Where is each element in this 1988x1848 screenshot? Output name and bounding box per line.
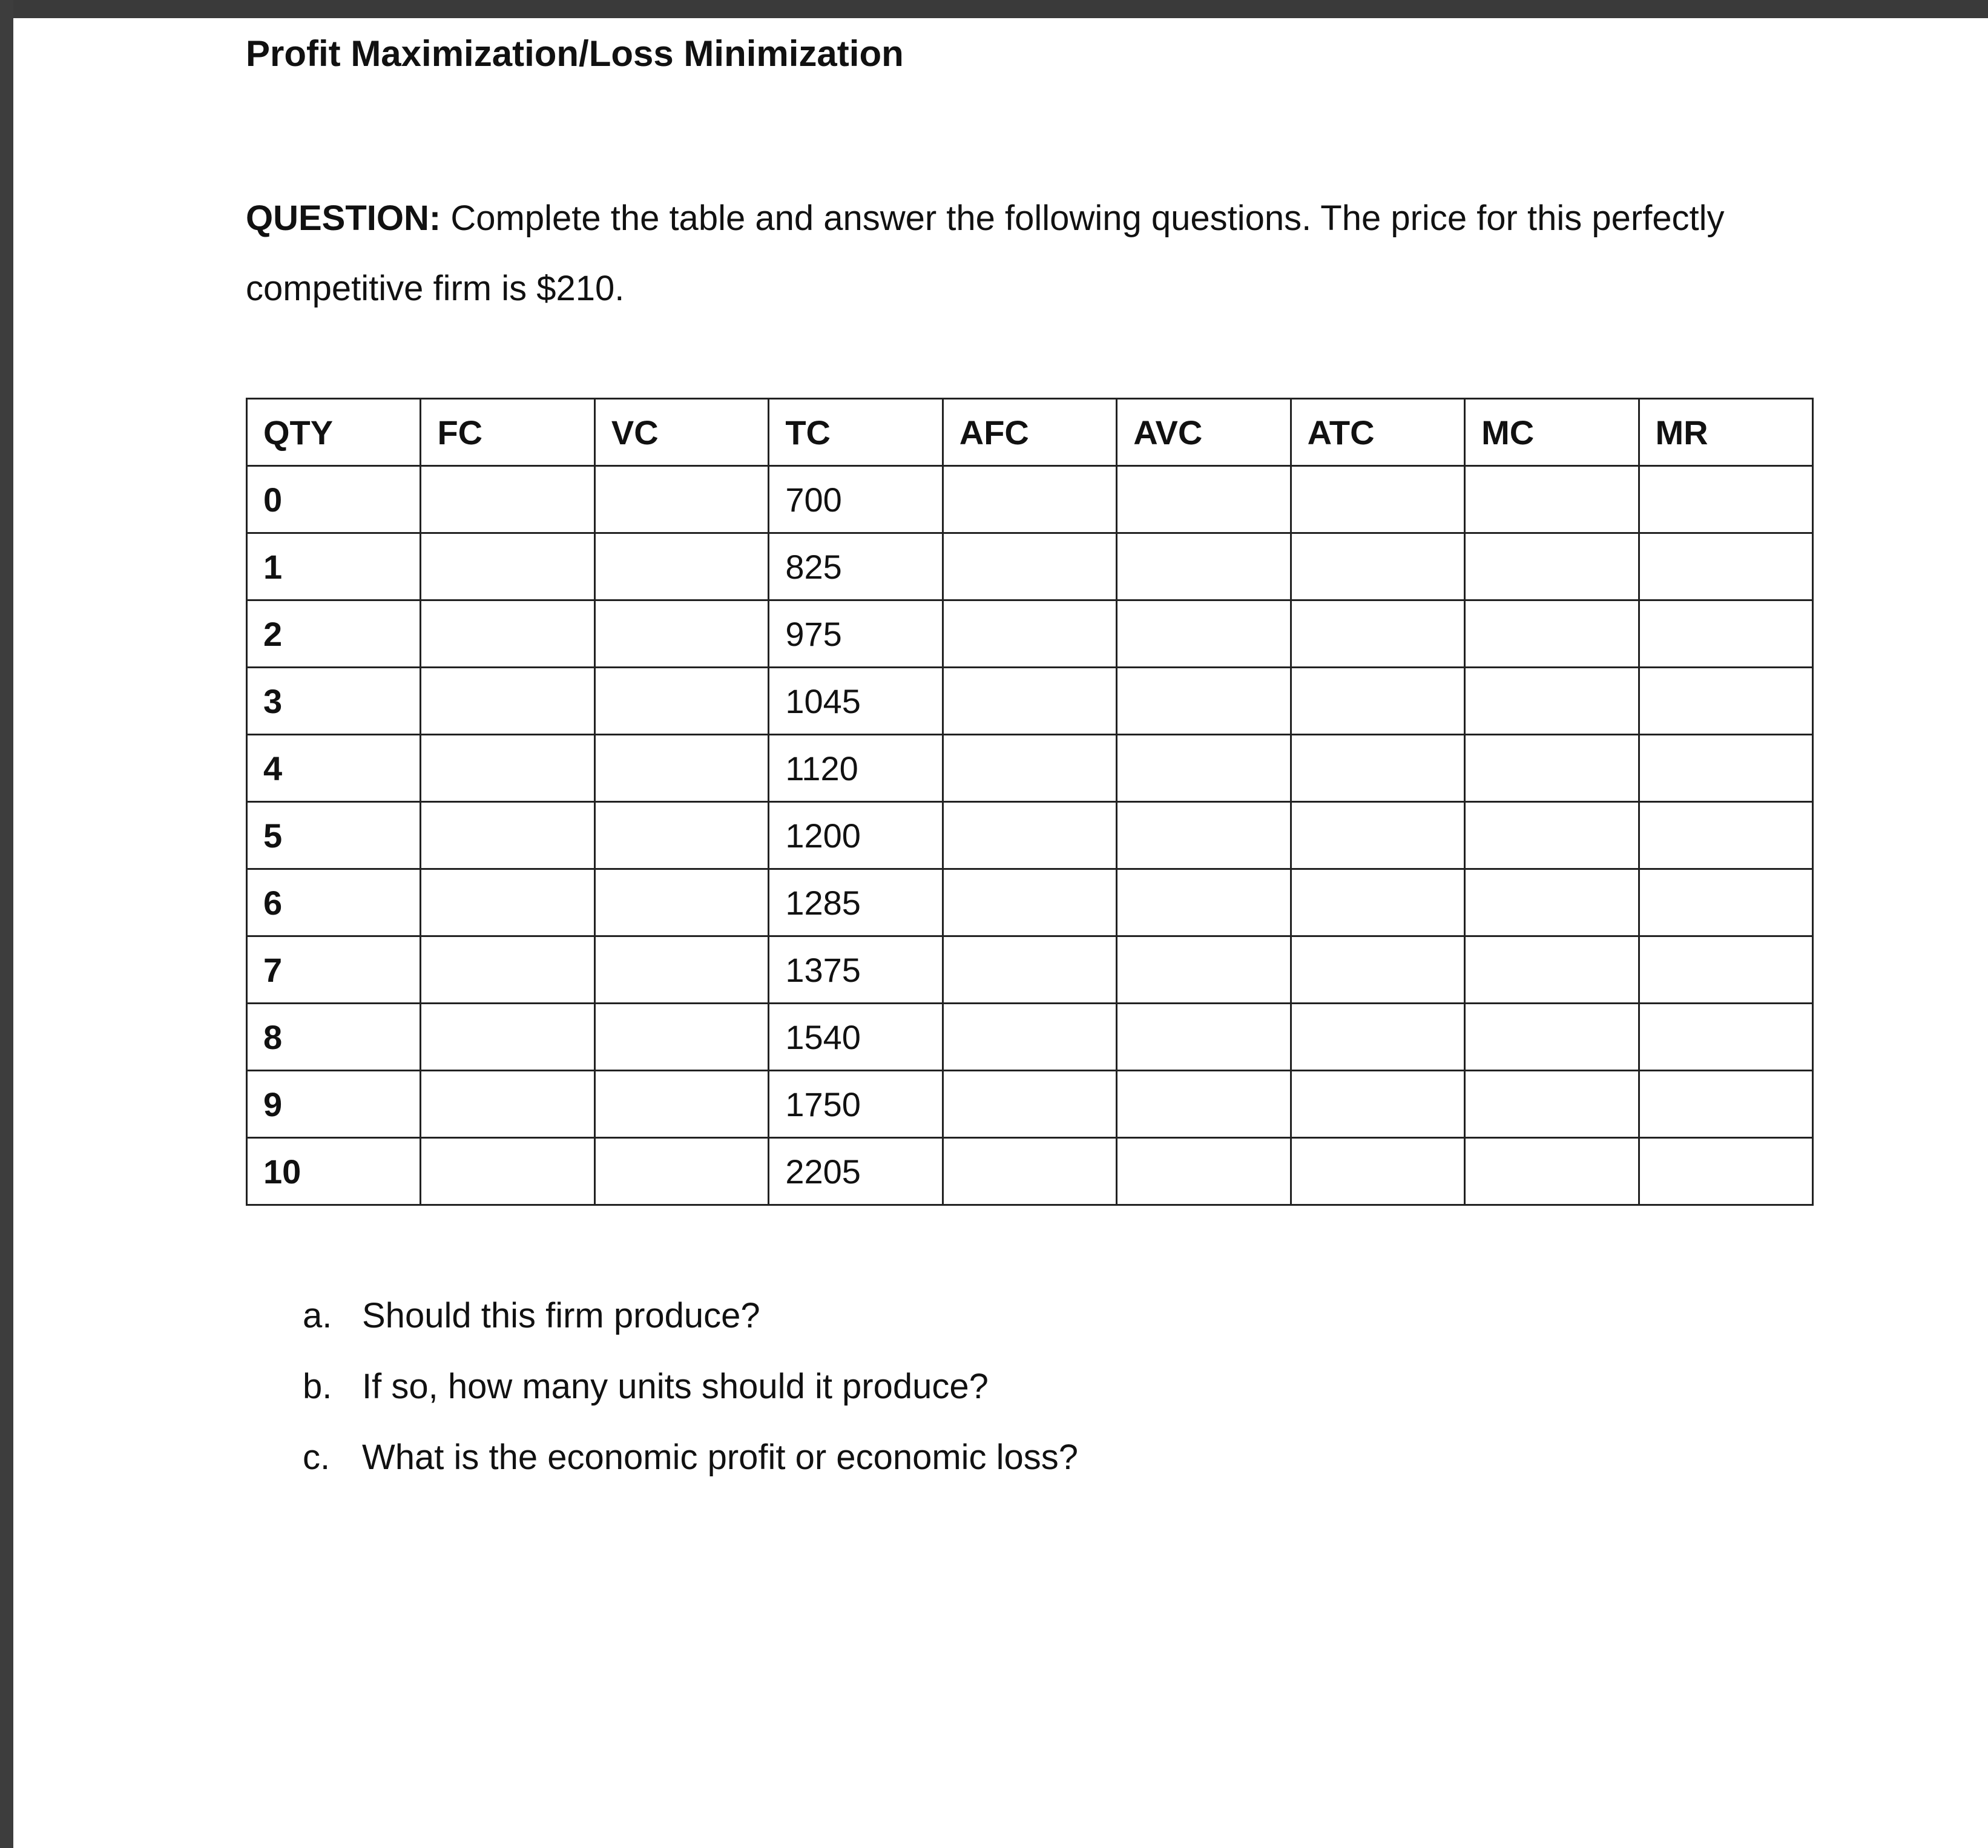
header-fc: FC — [421, 399, 594, 466]
mr-cell — [1639, 735, 1813, 802]
table-row — [247, 1138, 1813, 1205]
afc-cell — [943, 735, 1116, 802]
header-avc: AVC — [1117, 399, 1291, 466]
tc-cell: 1200 — [769, 802, 943, 869]
fc-cell — [421, 1138, 594, 1205]
table-row — [247, 869, 1813, 936]
afc-cell — [943, 869, 1116, 936]
header-qty: QTY — [247, 399, 421, 466]
afc-cell — [943, 600, 1116, 668]
qty-cell: 10 — [247, 1138, 421, 1205]
table-row — [247, 668, 1813, 735]
vc-cell — [594, 802, 768, 869]
tc-cell: 1540 — [769, 1004, 943, 1071]
vc-cell — [594, 869, 768, 936]
header-mc: MC — [1465, 399, 1639, 466]
afc-cell — [943, 466, 1116, 533]
table-row — [247, 936, 1813, 1004]
atc-cell — [1291, 533, 1464, 600]
qty-cell: 3 — [247, 668, 421, 735]
mr-cell — [1639, 936, 1813, 1004]
afc-cell — [943, 668, 1116, 735]
afc-cell — [943, 1004, 1116, 1071]
mc-cell — [1465, 936, 1639, 1004]
qty-cell: 4 — [247, 735, 421, 802]
qty-cell: 8 — [247, 1004, 421, 1071]
table-row — [247, 1004, 1813, 1071]
mc-cell — [1465, 1004, 1639, 1071]
fc-cell — [421, 735, 594, 802]
mc-cell — [1465, 802, 1639, 869]
mc-cell — [1465, 735, 1639, 802]
header-vc: VC — [594, 399, 768, 466]
header-tc: TC — [769, 399, 943, 466]
vc-cell — [594, 466, 768, 533]
qty-cell: 2 — [247, 600, 421, 668]
atc-cell — [1291, 735, 1464, 802]
mr-cell — [1639, 1138, 1813, 1205]
avc-cell — [1117, 466, 1291, 533]
mc-cell — [1465, 668, 1639, 735]
atc-cell — [1291, 1004, 1464, 1071]
document-title: Profit Maximization/Loss Minimization — [246, 33, 904, 74]
afc-cell — [943, 802, 1116, 869]
table-row — [247, 466, 1813, 533]
table-row — [247, 600, 1813, 668]
header-afc: AFC — [943, 399, 1116, 466]
qty-cell: 5 — [247, 802, 421, 869]
atc-cell — [1291, 1071, 1464, 1138]
tc-cell: 1285 — [769, 869, 943, 936]
fc-cell — [421, 869, 594, 936]
avc-cell — [1117, 533, 1291, 600]
tc-cell: 1750 — [769, 1071, 943, 1138]
table-row — [247, 735, 1813, 802]
table-header-row — [247, 399, 1813, 466]
afc-cell — [943, 533, 1116, 600]
list-marker: a. — [303, 1296, 332, 1335]
mc-cell — [1465, 533, 1639, 600]
qty-cell: 9 — [247, 1071, 421, 1138]
vc-cell — [594, 1138, 768, 1205]
vc-cell — [594, 668, 768, 735]
tc-cell: 700 — [769, 466, 943, 533]
avc-cell — [1117, 1071, 1291, 1138]
mc-cell — [1465, 1138, 1639, 1205]
atc-cell — [1291, 802, 1464, 869]
qty-cell: 7 — [247, 936, 421, 1004]
header-atc: ATC — [1291, 399, 1464, 466]
mr-cell — [1639, 600, 1813, 668]
vc-cell — [594, 1071, 768, 1138]
question-item-text: If so, how many units should it produce? — [362, 1367, 989, 1406]
atc-cell — [1291, 1138, 1464, 1205]
mr-cell — [1639, 869, 1813, 936]
tc-cell: 1375 — [769, 936, 943, 1004]
mc-cell — [1465, 466, 1639, 533]
mr-cell — [1639, 1071, 1813, 1138]
vc-cell — [594, 600, 768, 668]
fc-cell — [421, 533, 594, 600]
qty-cell: 0 — [247, 466, 421, 533]
table-row — [247, 533, 1813, 600]
atc-cell — [1291, 936, 1464, 1004]
question-list — [303, 1295, 1078, 1508]
table-row — [247, 1071, 1813, 1138]
window-top-bar — [0, 0, 1988, 18]
qty-cell: 1 — [247, 533, 421, 600]
tc-cell: 1120 — [769, 735, 943, 802]
fc-cell — [421, 802, 594, 869]
tc-cell: 975 — [769, 600, 943, 668]
avc-cell — [1117, 735, 1291, 802]
atc-cell — [1291, 466, 1464, 533]
list-item — [303, 1437, 1078, 1508]
atc-cell — [1291, 600, 1464, 668]
mr-cell — [1639, 466, 1813, 533]
mc-cell — [1465, 600, 1639, 668]
avc-cell — [1117, 668, 1291, 735]
fc-cell — [421, 600, 594, 668]
fc-cell — [421, 1071, 594, 1138]
mr-cell — [1639, 668, 1813, 735]
question-item-text: Should this firm produce? — [362, 1296, 760, 1335]
tc-cell: 2205 — [769, 1138, 943, 1205]
avc-cell — [1117, 600, 1291, 668]
question-text: Complete the table and answer the following questions. The price for this perfectly competitive firm is $210. — [246, 199, 1725, 308]
mc-cell — [1465, 869, 1639, 936]
avc-cell — [1117, 1004, 1291, 1071]
avc-cell — [1117, 802, 1291, 869]
question-label: QUESTION: — [246, 199, 441, 238]
mr-cell — [1639, 533, 1813, 600]
header-mr: MR — [1639, 399, 1813, 466]
window-left-bar — [0, 0, 13, 1848]
atc-cell — [1291, 668, 1464, 735]
afc-cell — [943, 1138, 1116, 1205]
vc-cell — [594, 1004, 768, 1071]
vc-cell — [594, 735, 768, 802]
question-paragraph — [246, 183, 1820, 324]
fc-cell — [421, 1004, 594, 1071]
tc-cell: 825 — [769, 533, 943, 600]
fc-cell — [421, 936, 594, 1004]
afc-cell — [943, 1071, 1116, 1138]
fc-cell — [421, 668, 594, 735]
list-marker: b. — [303, 1367, 332, 1406]
fc-cell — [421, 466, 594, 533]
list-marker: c. — [303, 1438, 331, 1477]
vc-cell — [594, 936, 768, 1004]
avc-cell — [1117, 869, 1291, 936]
avc-cell — [1117, 1138, 1291, 1205]
atc-cell — [1291, 869, 1464, 936]
afc-cell — [943, 936, 1116, 1004]
mr-cell — [1639, 1004, 1813, 1071]
qty-cell: 6 — [247, 869, 421, 936]
mc-cell — [1465, 1071, 1639, 1138]
cost-table — [246, 398, 1814, 1206]
vc-cell — [594, 533, 768, 600]
table-row — [247, 802, 1813, 869]
question-item-text: What is the economic profit or economic loss? — [362, 1438, 1079, 1477]
mr-cell — [1639, 802, 1813, 869]
list-item — [303, 1366, 1078, 1437]
list-item — [303, 1295, 1078, 1366]
tc-cell: 1045 — [769, 668, 943, 735]
avc-cell — [1117, 936, 1291, 1004]
